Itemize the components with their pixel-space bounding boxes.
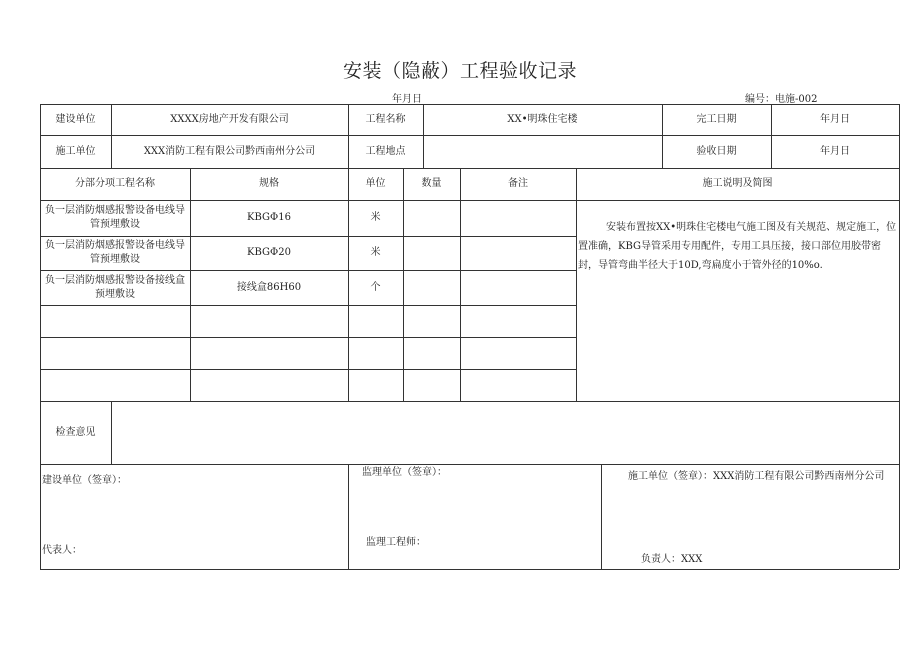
row-4-quantity <box>403 305 460 337</box>
header-quantity: 数量 <box>421 178 442 189</box>
row-2-quantity <box>403 236 460 270</box>
row-5-spec <box>190 337 348 369</box>
row-2-unit: 米 <box>370 247 381 258</box>
row-2-name: 负一层消防烟感报警设备电线导管预埋敷设 <box>45 240 185 265</box>
supervisor-signature: 监理单位（签章）： <box>362 467 447 478</box>
row-6-spec <box>190 369 348 401</box>
inspection-label: 检查意见 <box>55 426 96 438</box>
project-name-label: 工程名称 <box>365 113 406 125</box>
builder-signature: 建设单位（签章）： <box>42 475 127 486</box>
row-1-quantity <box>403 200 460 236</box>
header-spec: 规格 <box>259 178 279 189</box>
row-6-unit <box>348 369 403 401</box>
builder-label: 建设单位 <box>55 113 96 125</box>
completion-date-value: 年月日 <box>820 113 850 125</box>
document-number: 编号：电施-002 <box>745 94 818 105</box>
header-description: 施工说明及简图 <box>702 178 773 189</box>
row-3-unit: 个 <box>370 281 381 293</box>
row-5-name <box>40 337 190 369</box>
row-2-spec: KBGΦ20 <box>247 247 291 258</box>
row-3-quantity <box>403 270 460 305</box>
engineer-signature: 监理工程师： <box>366 537 426 548</box>
site-value <box>423 135 662 168</box>
contractor-label: 施工单位 <box>55 145 96 157</box>
row-5-quantity <box>403 337 460 369</box>
row-3-spec: 接线盒86H60 <box>236 281 302 293</box>
header-item-name: 分部分项工程名称 <box>75 178 155 189</box>
row-6-note <box>460 369 576 401</box>
row-4-name <box>40 305 190 337</box>
row-3-name: 负一层消防烟感报警设备接线盒预埋敷设 <box>45 274 185 300</box>
contractor-signature: 施工单位（签章）：XXX消防工程有限公司黔西南州分公司 <box>628 471 885 482</box>
completion-date-label: 完工日期 <box>696 113 737 125</box>
row-4-note <box>460 305 576 337</box>
builder-value: XXXX房地产开发有限公司 <box>170 113 289 125</box>
row-1-name: 负一层消防烟感报警设备电线导管预埋敷设 <box>45 205 185 230</box>
row-5-unit <box>348 337 403 369</box>
acceptance-date-value: 年月日 <box>820 145 850 157</box>
row-4-unit <box>348 305 403 337</box>
contractor-value: XXX消防工程有限公司黔西南州分公司 <box>143 145 316 157</box>
row-6-quantity <box>403 369 460 401</box>
responsible-signature: 负责人：XXX <box>641 554 703 565</box>
row-6-name <box>40 369 190 401</box>
site-label: 工程地点 <box>365 145 406 157</box>
inspection-value <box>111 401 899 464</box>
representative-signature: 代表人： <box>42 545 82 556</box>
row-5-note <box>460 337 576 369</box>
page-title: 安装（隐蔽）工程验收记录 <box>342 60 577 82</box>
header-unit: 单位 <box>365 178 386 189</box>
row-2-note <box>460 236 576 270</box>
acceptance-date-label: 验收日期 <box>696 145 737 157</box>
row-4-spec <box>190 305 348 337</box>
row-1-unit: 米 <box>370 212 381 223</box>
project-name-value: XX•明珠住宅楼 <box>507 113 578 125</box>
row-1-spec: KBGΦ16 <box>247 212 291 223</box>
row-3-note <box>460 270 576 305</box>
row-1-note <box>460 200 576 236</box>
header-note: 备注 <box>508 178 528 189</box>
date-line: 年月日 <box>392 94 422 105</box>
construction-description: 安装布置按XX•明珠住宅楼电气施工图及有关规范、规定施工，位置准确，KBG导管采用专用配件，专用工具压接，接口部位用胶带密封，导管弯曲半径大于10D,弯扁度小于管外径的10%o. <box>578 222 897 271</box>
